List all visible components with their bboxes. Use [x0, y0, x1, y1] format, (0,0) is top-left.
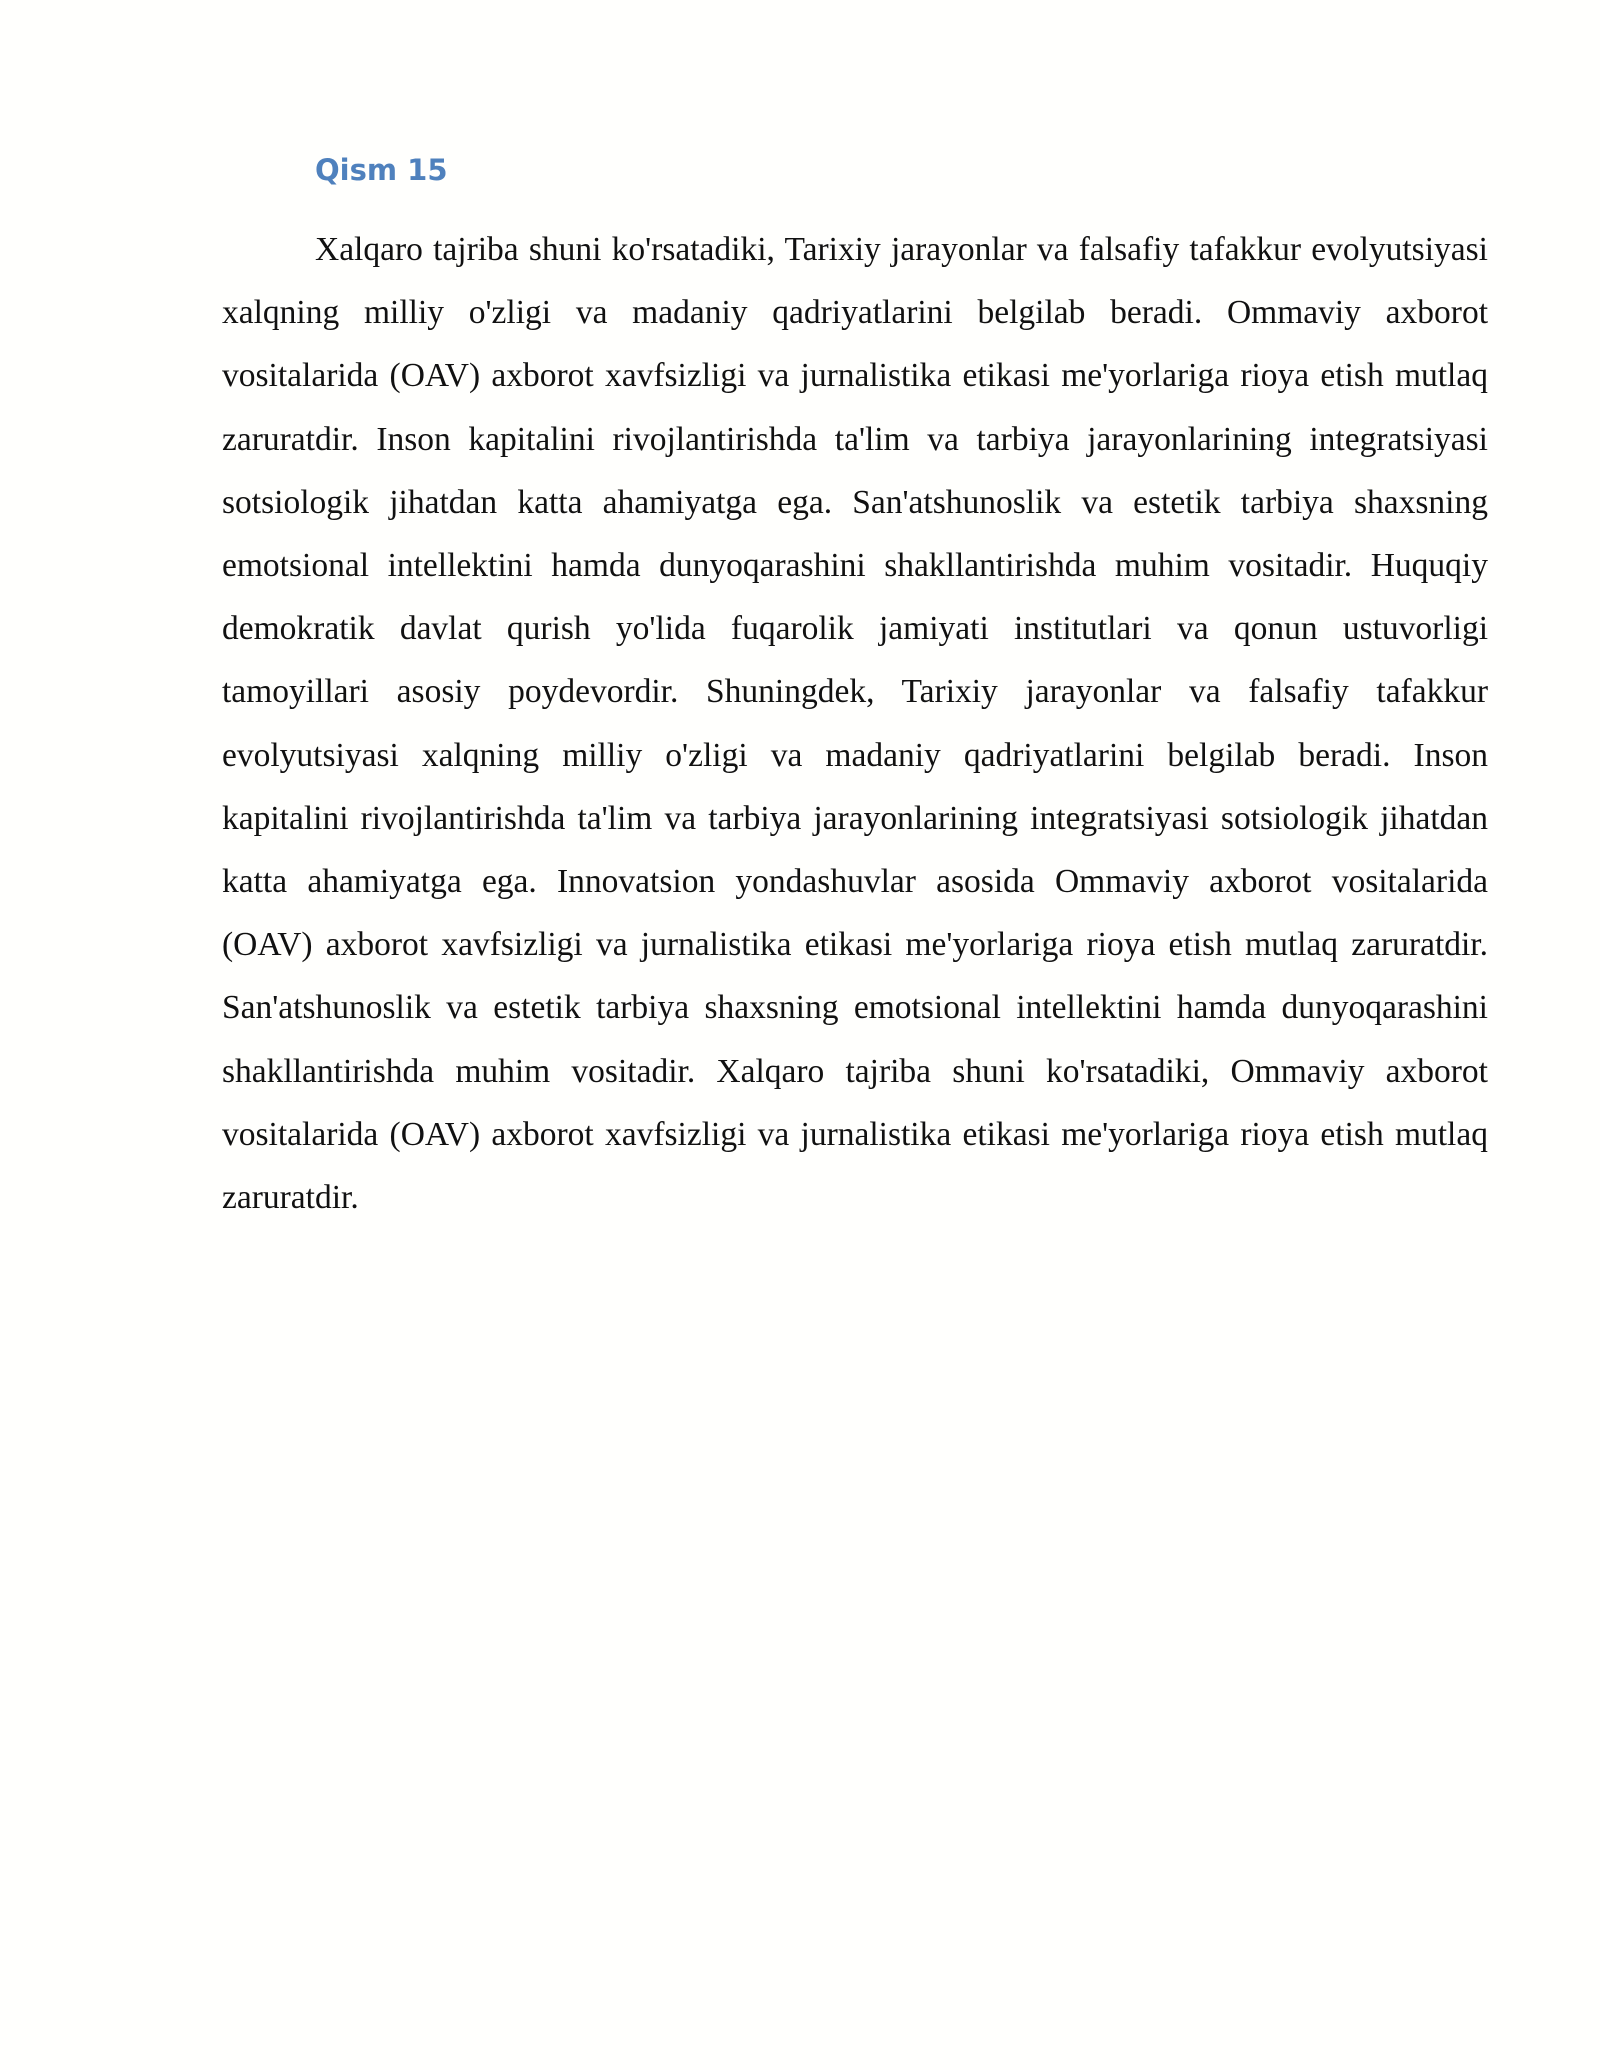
body-paragraph: Xalqaro tajriba shuni ko'rsatadiki, Tarixiy jarayonlar va falsafiy tafakkur evolyutsiyasi xalqning milliy o'zligi va madaniy qadriyatlarini belgilab beradi. Ommaviy axborot vositalarida (OAV) axborot xavfsizligi va jurnalistika etikasi me'yorlariga rioya etish mutlaq zaruratdir. Inson kapitalini rivojlantirishda ta'lim va tarbiya jarayonlarining integratsiyasi sotsiologik jihatdan katta ahamiyatga ega. San'atshunoslik va estetik tarbiya shaxsning emotsional intellektini hamda dunyoqarashini shakllantirishda muhim vositadir. Huquqiy demokratik davlat qurish yo'lida fuqarolik jamiyati institutlari va qonun ustuvorligi tamoyillari asosiy poydevordir. Shuningdek, Tarixiy jarayonlar va falsafiy tafakkur evolyutsiyasi xalqning milliy o'zligi va madaniy qadriyatlarini belgilab beradi. Inson kapitalini rivojlantirishda ta'lim va tarbiya jarayonlarining integratsiyasi sotsiologik jihatdan katta ahamiyatga ega. Innovatsion yondashuvlar asosida Ommaviy axborot vositalarida (OAV) axborot xavfsizligi va jurnalistika etikasi me'yorlariga rioya etish mutlaq zaruratdir. San'atshunoslik va estetik tarbiya shaxsning emotsional intellektini hamda dunyoqarashini shakllantirishda muhim vositadir. Xalqaro tajriba shuni ko'rsatadiki, Ommaviy axborot vositalarida (OAV) axborot xavfsizligi va jurnalistika etikasi me'yorlariga rioya etish mutlaq zaruratdir.: [222, 231, 1488, 1217]
section-heading: Qism 15: [315, 153, 448, 187]
